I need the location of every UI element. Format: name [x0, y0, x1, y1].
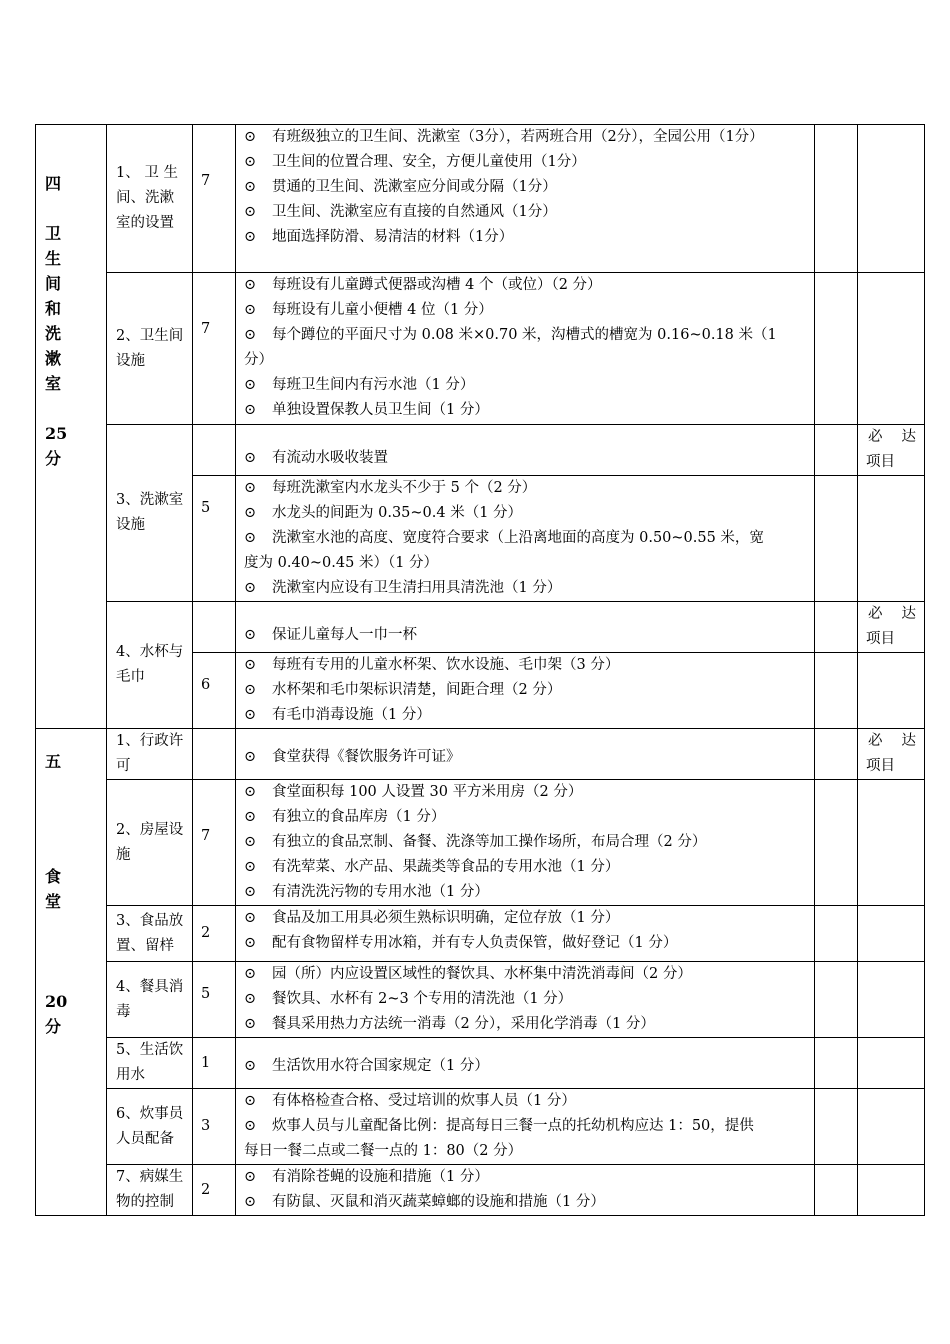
criteria-text: 每班有专用的儿童水杯架、饮水设施、毛巾架（3 分） — [272, 657, 620, 673]
section-name-char: 食 — [45, 867, 62, 886]
required-note-text: 项目 — [866, 758, 895, 774]
bullet-icon: ⊙ — [244, 277, 257, 293]
item-label-line: 用水 — [116, 1067, 145, 1083]
criteria-text: 分） — [244, 352, 273, 368]
item-label-line: 4、餐具消 — [116, 978, 184, 995]
bullet-icon: ⊙ — [244, 682, 257, 698]
criteria-line — [244, 526, 806, 551]
criteria-text: 洗漱室内应设有卫生清扫用具清洗池（1 分） — [272, 580, 562, 596]
item-label-line: 5、生活饮 — [116, 1042, 184, 1058]
criteria-cell — [236, 1165, 815, 1216]
item-label — [107, 425, 193, 602]
item-score — [193, 273, 236, 425]
criteria-text: 有体格检查合格、受过培训的炊事人员（1 分） — [272, 1093, 576, 1109]
section-name-char: 漱 — [45, 349, 62, 368]
bullet-icon: ⊙ — [244, 580, 257, 596]
score-value: 6 — [201, 677, 211, 693]
criteria-line — [244, 501, 806, 526]
required-note — [858, 425, 925, 476]
criteria-line — [244, 1012, 806, 1037]
item-label-line: 4、水杯与 — [116, 644, 184, 660]
item-label-line: 可 — [116, 758, 131, 774]
score-value: 2 — [201, 1181, 211, 1198]
item-label-line: 7、病媒生 — [116, 1169, 184, 1185]
section-score-unit: 分 — [45, 449, 62, 468]
criteria-line — [244, 780, 806, 805]
score-value: 5 — [201, 986, 211, 1002]
criteria-line — [244, 398, 806, 423]
item-score — [193, 780, 236, 906]
required-note-char: 必 — [868, 429, 883, 445]
criteria-cell — [236, 273, 815, 425]
bullet-icon: ⊙ — [244, 809, 257, 825]
bullet-icon: ⊙ — [244, 935, 257, 951]
criteria-text: 卫生间的位置合理、安全，方便儿童使用（1分） — [272, 154, 586, 170]
item-label — [107, 602, 193, 729]
section-name-char: 卫 — [45, 224, 62, 243]
item-label-line: 置、留样 — [116, 937, 174, 954]
criteria-text: 有独立的食品烹制、备餐、洗涤等加工操作场所，布局合理（2 分） — [272, 834, 707, 850]
bullet-icon: ⊙ — [244, 1194, 257, 1210]
table-row — [36, 1038, 925, 1089]
criteria-text: 有流动水吸收装置 — [272, 449, 388, 466]
table-row — [36, 273, 925, 425]
bullet-icon: ⊙ — [244, 626, 257, 643]
required-note-char: 达 — [901, 429, 916, 445]
bullet-icon: ⊙ — [244, 302, 257, 318]
bullet-icon: ⊙ — [244, 859, 257, 875]
item-score — [193, 1165, 236, 1216]
criteria-text: 每日一餐二点或二餐一点的 1：80（2 分） — [244, 1143, 523, 1159]
bullet-icon: ⊙ — [244, 707, 257, 723]
criteria-text: 食品及加工用具必须生熟标识明确，定位存放（1 分） — [272, 910, 620, 926]
item-label-line: 人员配备 — [116, 1130, 174, 1147]
criteria-text: 贯通的卫生间、洗漱室应分间或分隔（1分） — [272, 179, 557, 195]
empty-cell — [815, 125, 858, 273]
criteria-line — [244, 1165, 806, 1190]
criteria-text: 有防鼠、灭鼠和消灭蔬菜蟑螂的设施和措施（1 分） — [272, 1194, 605, 1210]
table-row — [36, 729, 925, 780]
criteria-line — [244, 225, 806, 250]
bullet-icon: ⊙ — [244, 1118, 257, 1134]
criteria-text: 每班卫生间内有污水池（1 分） — [272, 377, 475, 393]
item-label-line: 2、房屋设 — [116, 821, 184, 838]
criteria-line — [244, 348, 806, 373]
criteria-line — [244, 805, 806, 830]
criteria-line — [244, 175, 806, 200]
item-label-line: 设施 — [116, 517, 145, 533]
section-score-unit: 分 — [45, 1017, 62, 1036]
criteria-cell — [236, 962, 815, 1038]
bullet-icon: ⊙ — [244, 204, 257, 220]
required-note-text: 项目 — [866, 631, 895, 647]
bullet-icon: ⊙ — [244, 991, 257, 1007]
criteria-line — [244, 298, 806, 323]
criteria-line — [244, 678, 806, 703]
criteria-line — [244, 125, 806, 150]
item-label-line: 间、洗漱 — [116, 190, 174, 206]
section-name-char: 和 — [45, 299, 62, 318]
criteria-line — [244, 200, 806, 225]
criteria-cell — [236, 653, 815, 729]
required-note — [858, 729, 925, 780]
criteria-line — [244, 476, 806, 501]
required-note-char: 必 — [868, 606, 883, 622]
criteria-line — [244, 906, 806, 931]
criteria-line — [244, 703, 806, 728]
bullet-icon: ⊙ — [244, 402, 257, 418]
item-label — [107, 906, 193, 962]
table-row — [36, 602, 925, 653]
criteria-line — [244, 1054, 806, 1079]
bullet-icon: ⊙ — [244, 910, 257, 926]
criteria-text: 餐具采用热力方法统一消毒（2 分），采用化学消毒（1 分） — [272, 1016, 655, 1032]
bullet-icon: ⊙ — [244, 1169, 257, 1185]
required-criteria-cell — [236, 425, 815, 476]
item-score — [193, 1038, 236, 1089]
item-label-line: 施 — [116, 846, 131, 863]
bullet-icon: ⊙ — [244, 1058, 257, 1074]
criteria-text: 单独设置保教人员卫生间（1 分） — [272, 402, 489, 418]
criteria-text: 有班级独立的卫生间、洗漱室（3分），若两班合用（2分），全园公用（1分） — [272, 129, 764, 145]
table-row — [36, 425, 925, 476]
item-score — [193, 653, 236, 729]
criteria-text: 水杯架和毛巾架标识清楚，间距合理（2 分） — [272, 682, 562, 698]
required-note-char: 达 — [901, 733, 916, 749]
score-value: 7 — [201, 828, 211, 844]
score-value: 7 — [201, 321, 211, 337]
bullet-icon: ⊙ — [244, 229, 257, 245]
table-row — [36, 1089, 925, 1165]
score-value: 7 — [201, 173, 211, 189]
item-score — [193, 476, 236, 602]
criteria-text: 食堂获得《餐饮服务许可证》 — [272, 749, 461, 765]
section-number: 四 — [45, 174, 62, 193]
item-label — [107, 273, 193, 425]
item-score — [193, 729, 236, 780]
bullet-icon: ⊙ — [244, 505, 257, 521]
bullet-icon: ⊙ — [244, 530, 257, 546]
criteria-line — [244, 551, 806, 576]
bullet-icon: ⊙ — [244, 179, 257, 195]
item-label — [107, 962, 193, 1038]
criteria-line — [244, 880, 806, 905]
required-criteria-cell — [236, 602, 815, 653]
criteria-text: 餐饮具、水杯有 2~3 个专用的清洗池（1 分） — [272, 991, 573, 1007]
item-score — [193, 125, 236, 273]
criteria-cell — [236, 906, 815, 962]
criteria-text: 地面选择防滑、易清洁的材料（1分） — [272, 229, 514, 245]
criteria-text: 食堂面积每 100 人设置 30 平方米用房（2 分） — [272, 784, 583, 800]
required-note — [858, 602, 925, 653]
criteria-text: 有毛巾消毒设施（1 分） — [272, 707, 431, 723]
criteria-text: 有清洗洗污物的专用水池（1 分） — [272, 884, 489, 900]
score-value: 5 — [201, 500, 211, 516]
section-name-char: 室 — [45, 374, 62, 393]
empty-cell — [858, 125, 925, 273]
criteria-text: 炊事人员与儿童配备比例：提高每日三餐一点的托幼机构应达 1：50，提供 — [272, 1118, 754, 1134]
criteria-line — [244, 745, 806, 770]
score-value: 2 — [201, 925, 211, 941]
score-value: 1 — [201, 1054, 211, 1071]
table-row — [36, 125, 925, 273]
criteria-text: 卫生间、洗漱室应有直接的自然通风（1分） — [272, 204, 557, 220]
item-label-line: 1、行政许 — [116, 733, 184, 749]
section-name-char: 间 — [45, 274, 62, 293]
criteria-text: 有独立的食品库房（1 分） — [272, 809, 446, 825]
criteria-text: 每班设有儿童小便槽 4 位（1 分） — [272, 302, 493, 318]
bullet-icon: ⊙ — [244, 966, 257, 982]
bullet-icon: ⊙ — [244, 784, 257, 800]
item-label — [107, 1165, 193, 1216]
criteria-text: 园（所）内应设置区域性的餐饮具、水杯集中清洗消毒间（2 分） — [272, 966, 692, 982]
item-label-line: 毒 — [116, 1003, 131, 1020]
criteria-line — [244, 987, 806, 1012]
item-label — [107, 1089, 193, 1165]
criteria-line — [244, 576, 806, 601]
bullet-icon: ⊙ — [244, 154, 257, 170]
criteria-line — [244, 273, 806, 298]
criteria-text: 配有食物留样专用冰箱，并有专人负责保管，做好登记（1 分） — [272, 935, 678, 951]
criteria-cell — [236, 125, 815, 273]
criteria-line — [244, 1114, 806, 1139]
section-number: 五 — [45, 752, 62, 771]
criteria-line — [244, 1089, 806, 1114]
item-label — [107, 729, 193, 780]
item-label-line: 3、洗漱室 — [116, 492, 184, 508]
required-note-char: 必 — [868, 733, 883, 749]
item-label-line: 物的控制 — [116, 1194, 174, 1210]
criteria-line — [244, 323, 806, 348]
table-row — [36, 962, 925, 1038]
table-row — [36, 906, 925, 962]
item-label-line: 1、 卫 生 — [116, 165, 178, 181]
bullet-icon: ⊙ — [244, 377, 257, 393]
criteria-text: 每班洗漱室内水龙头不少于 5 个（2 分） — [272, 480, 537, 496]
item-label-line: 3、食品放 — [116, 912, 184, 929]
item-score — [193, 906, 236, 962]
section-name-char: 生 — [45, 249, 62, 268]
criteria-line — [244, 830, 806, 855]
criteria-text: 保证儿童每人一巾一杯 — [272, 626, 417, 643]
item-score — [193, 1089, 236, 1165]
criteria-cell — [236, 1038, 815, 1089]
criteria-line — [244, 653, 806, 678]
table-row — [36, 780, 925, 906]
table-row — [36, 1165, 925, 1216]
item-label — [107, 780, 193, 906]
bullet-icon: ⊙ — [244, 1016, 257, 1032]
criteria-line — [244, 855, 806, 880]
section-name-char: 洗 — [45, 324, 62, 343]
criteria-text: 有消除苍蝇的设施和措施（1 分） — [272, 1169, 489, 1185]
bullet-icon: ⊙ — [244, 327, 257, 343]
score-value: 3 — [201, 1118, 211, 1134]
bullet-icon: ⊙ — [244, 1093, 257, 1109]
section-score: 20 — [45, 992, 68, 1011]
required-note-char: 达 — [901, 606, 916, 622]
section-heading — [36, 729, 107, 1216]
required-note-text: 项目 — [866, 454, 895, 470]
criteria-cell — [236, 729, 815, 780]
item-score — [193, 962, 236, 1038]
bullet-icon: ⊙ — [244, 657, 257, 673]
criteria-line — [244, 931, 806, 956]
item-label-line: 室的设置 — [116, 215, 174, 231]
criteria-line — [244, 150, 806, 175]
criteria-cell — [236, 1089, 815, 1165]
criteria-line — [244, 1190, 806, 1215]
criteria-cell — [236, 780, 815, 906]
criteria-text: 生活饮用水符合国家规定（1 分） — [272, 1058, 489, 1074]
item-label-line: 毛巾 — [116, 669, 145, 685]
item-label-line: 设施 — [116, 352, 145, 369]
bullet-icon: ⊙ — [244, 129, 257, 145]
criteria-line — [244, 1139, 806, 1164]
section-name-char: 堂 — [45, 892, 62, 911]
item-label-line: 6、炊事员 — [116, 1105, 184, 1122]
bullet-icon: ⊙ — [244, 449, 257, 466]
criteria-text: 每个蹲位的平面尺寸为 0.08 米×0.70 米，沟槽式的槽宽为 0.16~0.18 米（1 — [272, 327, 777, 343]
criteria-line — [244, 373, 806, 398]
criteria-text: 每班设有儿童蹲式便器或沟槽 4 个（或位）（2 分） — [272, 277, 602, 293]
criteria-text: 度为 0.40~0.45 米）（1 分） — [244, 555, 439, 571]
bullet-icon: ⊙ — [244, 749, 257, 765]
criteria-text: 有洗荤菜、水产品、果蔬类等食品的专用水池（1 分） — [272, 859, 620, 875]
section-score: 25 — [45, 424, 68, 443]
bullet-icon: ⊙ — [244, 834, 257, 850]
criteria-text: 水龙头的间距为 0.35~0.4 米（1 分） — [272, 505, 523, 521]
criteria-cell — [236, 476, 815, 602]
item-label — [107, 1038, 193, 1089]
bullet-icon: ⊙ — [244, 480, 257, 496]
item-label — [107, 125, 193, 273]
criteria-text: 洗漱室水池的高度、宽度符合要求（上沿离地面的高度为 0.50~0.55 米，宽 — [272, 530, 764, 546]
criteria-line — [244, 962, 806, 987]
section-heading — [36, 125, 107, 729]
bullet-icon: ⊙ — [244, 884, 257, 900]
item-label-line: 2、卫生间 — [116, 327, 184, 344]
criteria-table — [35, 124, 925, 1216]
